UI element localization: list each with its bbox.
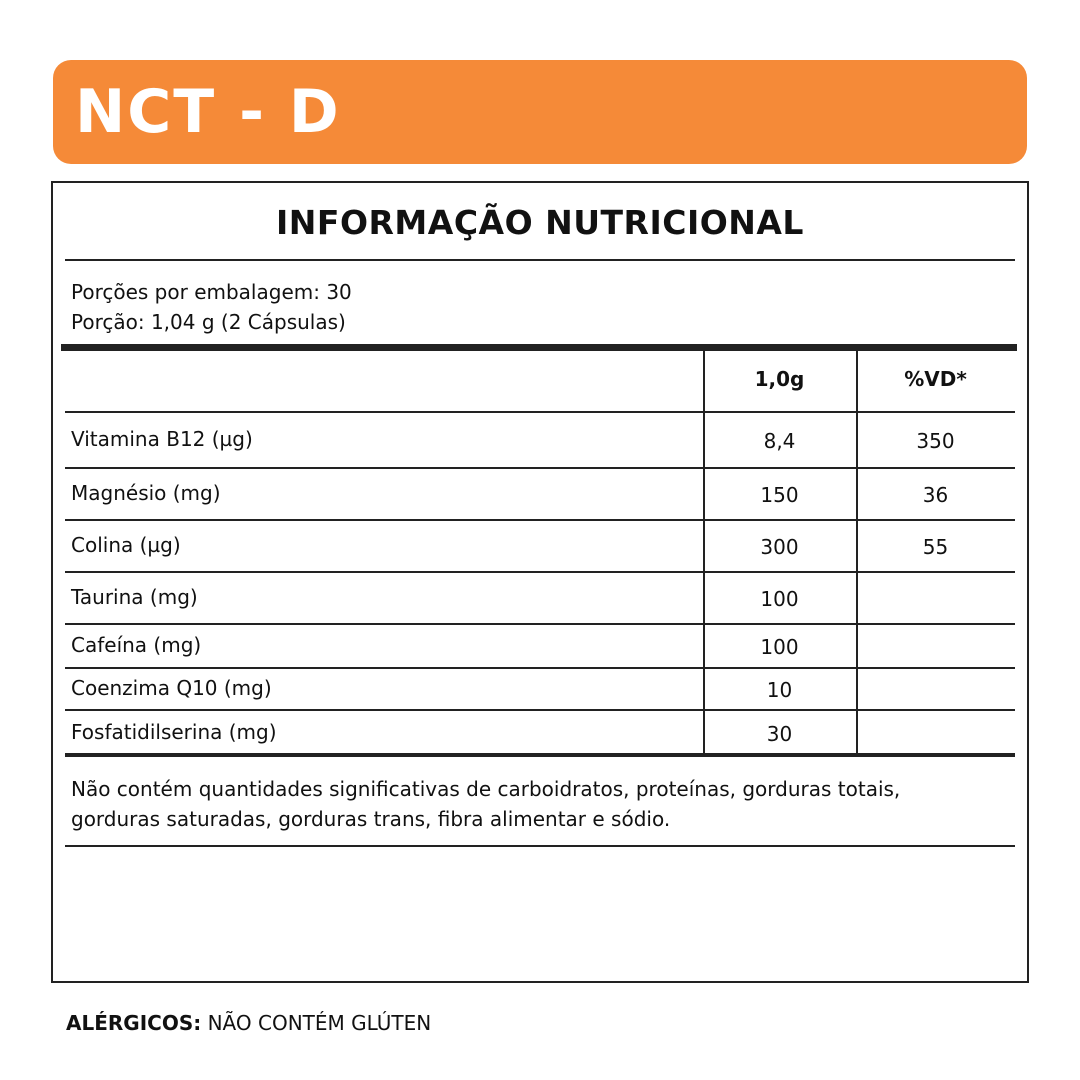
- nutrient-daily-value: 350: [916, 429, 955, 453]
- nutrient-name: Coenzima Q10 (mg): [71, 676, 272, 700]
- allergen-text: NÃO CONTÉM GLÚTEN: [207, 1011, 432, 1035]
- nutrient-name: Colina (µg): [71, 533, 181, 557]
- column-header-amount: 1,0g: [754, 367, 805, 391]
- nutrient-name: Vitamina B12 (µg): [71, 427, 253, 451]
- nutrient-amount: 30: [766, 722, 793, 746]
- row-divider: [65, 571, 1015, 573]
- nutrient-daily-value: 36: [922, 483, 949, 507]
- footnote: Não contém quantidades significativas de carboidratos, proteínas, gorduras totais, gorduras saturadas, gorduras trans, fibra alimentar e sódio.: [71, 777, 901, 831]
- table-bottom-rule: [65, 753, 1015, 757]
- nutrient-name: Fosfatidilserina (mg): [71, 720, 277, 744]
- servings-per-pack: Porções por embalagem: 30: [71, 280, 352, 304]
- row-divider: [65, 709, 1015, 711]
- nutrient-daily-value: 55: [922, 535, 949, 559]
- footnote-divider: [65, 845, 1015, 847]
- nutrient-amount: 100: [760, 587, 799, 611]
- serving-size: Porção: 1,04 g (2 Cápsulas): [71, 310, 346, 334]
- column-header-dv: %VD*: [904, 367, 967, 391]
- nutrient-amount: 10: [766, 678, 793, 702]
- nutrient-amount: 150: [760, 483, 799, 507]
- product-header: [53, 60, 1027, 164]
- nutrition-facts-panel: [51, 181, 1029, 983]
- product-title: NCT - D: [75, 77, 341, 147]
- nutrient-name: Taurina (mg): [71, 585, 198, 609]
- row-divider: [65, 623, 1015, 625]
- table-top-rule: [61, 344, 1017, 351]
- nutrient-amount: 300: [760, 535, 799, 559]
- title-divider: [65, 259, 1015, 261]
- nutrient-name: Magnésio (mg): [71, 481, 221, 505]
- nutrient-amount: 8,4: [763, 429, 796, 453]
- allergen-label: ALÉRGICOS:: [66, 1011, 202, 1035]
- nutrient-name: Cafeína (mg): [71, 633, 202, 657]
- nutrient-amount: 100: [760, 635, 799, 659]
- serving-info: [71, 277, 352, 337]
- row-divider: [65, 411, 1015, 413]
- row-divider: [65, 467, 1015, 469]
- nutrition-title: INFORMAÇÃO NUTRICIONAL: [276, 203, 804, 242]
- row-divider: [65, 519, 1015, 521]
- row-divider: [65, 667, 1015, 669]
- allergen-statement: [66, 1011, 431, 1035]
